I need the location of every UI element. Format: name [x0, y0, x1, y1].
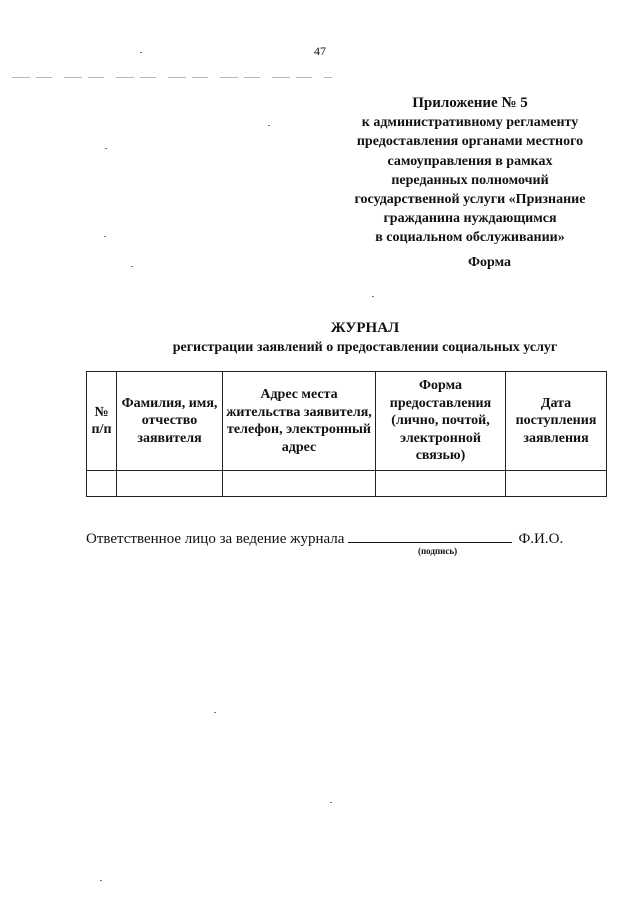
- appendix-line: в социальном обслуживании»: [375, 230, 565, 246]
- table-cell: [87, 471, 117, 497]
- scan-speck: [140, 52, 142, 53]
- scan-artifact-line: [12, 77, 332, 78]
- header-receipt-date: Дата поступления заявления: [506, 372, 607, 471]
- scan-speck: [214, 712, 216, 713]
- appendix-line: самоуправления в рамках: [387, 153, 553, 169]
- signature-label: Ответственное лицо за ведение журнала: [86, 531, 345, 547]
- registration-table: [86, 371, 607, 497]
- appendix-line: гражданина нуждающимся: [383, 211, 557, 227]
- appendix-line: к административному регламенту: [361, 115, 579, 131]
- scan-speck: [131, 266, 133, 267]
- appendix-line: государственной услуги «Признание: [354, 192, 586, 208]
- scan-speck: [372, 296, 374, 297]
- appendix-line: переданных полномочий: [391, 172, 549, 188]
- signature-suffix: Ф.И.О.: [518, 531, 564, 547]
- journal-subtitle: регистрации заявлений о предоставлении социальных услуг: [172, 340, 558, 355]
- scan-speck: [104, 236, 106, 237]
- scan-speck: [330, 802, 332, 803]
- table-header-row: [87, 372, 607, 471]
- scan-speck: [268, 125, 270, 126]
- scan-speck: [100, 880, 102, 881]
- signature-blank: [348, 530, 512, 543]
- appendix-line: предоставления органами местного: [356, 134, 584, 150]
- table-cell: [376, 471, 506, 497]
- signature-caption: (подпись): [418, 546, 458, 556]
- header-full-name: Фамилия, имя, отчество заявителя: [117, 372, 223, 471]
- scan-speck: [105, 148, 107, 149]
- table-cell: [223, 471, 376, 497]
- journal-title: ЖУРНАЛ: [330, 320, 400, 336]
- form-label: Форма: [468, 255, 512, 270]
- header-address: Адрес места жительства заявителя, телефон, электронный адрес: [223, 372, 376, 471]
- appendix-title: Приложение № 5: [412, 95, 528, 111]
- signature-line: [86, 530, 640, 548]
- header-number: № п/п: [87, 372, 117, 471]
- header-submission-form: Форма предоставления (лично, почтой, электронной связью): [376, 372, 506, 471]
- appendix-header: [332, 94, 608, 248]
- table-cell: [117, 471, 223, 497]
- page-number: 47: [314, 44, 326, 58]
- table-cell: [506, 471, 607, 497]
- table-row: [87, 471, 607, 497]
